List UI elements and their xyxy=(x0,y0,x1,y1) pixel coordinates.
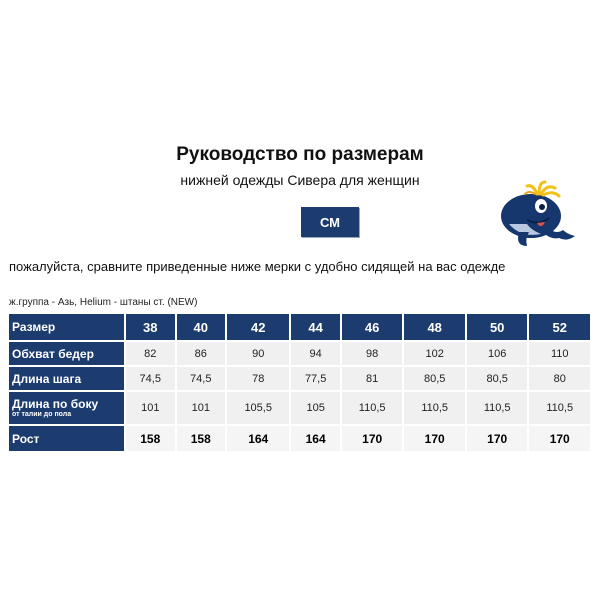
table-cell: 110 xyxy=(529,342,590,365)
row-label-inseam xyxy=(9,367,124,390)
table-cell: 82 xyxy=(126,342,175,365)
table-cell: 80 xyxy=(529,367,590,390)
table-cell: 101 xyxy=(177,392,226,424)
row-label-text: Обхват бедер xyxy=(12,346,94,361)
table-cell: 106 xyxy=(467,342,528,365)
table-cell: 81 xyxy=(342,367,403,390)
row-label-height xyxy=(9,426,124,451)
instruction-text: пожалуйста, сравните приведенные ниже мерки с удобно сидящей на вас одежде xyxy=(9,259,506,274)
table-cell: 164 xyxy=(227,426,289,451)
table-cell: 94 xyxy=(291,342,340,365)
table-cell: 158 xyxy=(177,426,226,451)
size-header-cell: 40 xyxy=(177,314,226,340)
table-cell: 74,5 xyxy=(126,367,175,390)
table-cell: 80,5 xyxy=(467,367,528,390)
table-cell: 170 xyxy=(342,426,403,451)
table-row xyxy=(9,342,590,365)
size-header-cell: 46 xyxy=(342,314,403,340)
row-label-hips xyxy=(9,342,124,365)
table-header-row xyxy=(9,314,590,340)
table-cell: 170 xyxy=(529,426,590,451)
size-header-cell: 50 xyxy=(467,314,528,340)
table-cell: 110,5 xyxy=(404,392,465,424)
table-cell: 98 xyxy=(342,342,403,365)
table-cell: 164 xyxy=(291,426,340,451)
table-cell: 86 xyxy=(177,342,226,365)
row-label-text: Рост xyxy=(12,431,40,446)
size-header-label: Размер xyxy=(9,314,124,340)
whale-mascot-icon xyxy=(497,180,587,254)
table-cell: 105 xyxy=(291,392,340,424)
row-sublabel-text: от талии до пола xyxy=(12,411,72,418)
row-label-side-length xyxy=(9,392,124,424)
size-header-cell: 44 xyxy=(291,314,340,340)
page-subtitle: нижней одежды Сивера для женщин xyxy=(180,172,420,188)
size-header-cell: 48 xyxy=(404,314,465,340)
table-cell: 110,5 xyxy=(529,392,590,424)
unit-button[interactable]: СМ xyxy=(301,207,359,237)
row-label-text: Длина шага xyxy=(12,371,82,386)
table-cell: 101 xyxy=(126,392,175,424)
table-cell: 78 xyxy=(227,367,289,390)
table-cell: 102 xyxy=(404,342,465,365)
table-row xyxy=(9,426,590,451)
table-cell: 74,5 xyxy=(177,367,226,390)
size-header-cell: 42 xyxy=(227,314,289,340)
table-cell: 110,5 xyxy=(342,392,403,424)
row-label-text: Длина по боку xyxy=(12,397,99,411)
table-cell: 110,5 xyxy=(467,392,528,424)
table-cell: 158 xyxy=(126,426,175,451)
table-row xyxy=(9,367,590,390)
table-cell: 80,5 xyxy=(404,367,465,390)
table-cell: 105,5 xyxy=(227,392,289,424)
size-header-cell: 38 xyxy=(126,314,175,340)
size-header-cell: 52 xyxy=(529,314,590,340)
table-cell: 77,5 xyxy=(291,367,340,390)
page-title: Руководство по размерам xyxy=(176,144,424,165)
table-caption: ж.группа - Азь, Helium - штаны ст. (NEW) xyxy=(9,297,198,308)
table-cell: 170 xyxy=(467,426,528,451)
table-cell: 170 xyxy=(404,426,465,451)
table-row xyxy=(9,392,590,424)
size-chart-table xyxy=(7,312,592,453)
table-cell: 90 xyxy=(227,342,289,365)
